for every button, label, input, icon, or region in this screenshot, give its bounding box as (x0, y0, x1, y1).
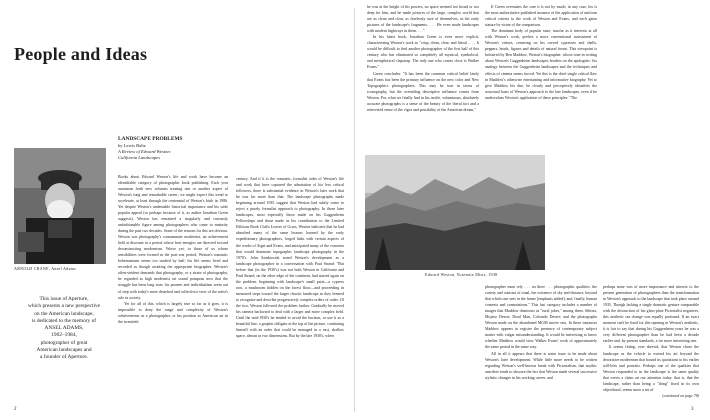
body-paragraph: All in all it appears that there is some issue to be made about Weston's later development. While little more needs to be written regarding Weston's well-known break with Pictorialism, that mythic anecdote tends to obscure the fact that Weston made several successive stylistic changes in his working career, and (485, 350, 598, 380)
dedication-line: 1902–1984, (51, 332, 77, 339)
body-paragraph: It seems fitting, ever shrewd, that Weston chose the landscape as the vehicle to extend his art beyond the decorative modernism that bound its quotations to his earlier still-lifes and portraits. Perhaps one of the qualities that Weston responded to in the landscape is the same quality that exerts a claim on our attention today: that is, that the landscape, rather than being a "thing" fixed in its own objecthood, seems more a set of (603, 344, 699, 392)
article-column-3-bottom (485, 4, 597, 154)
dedication-line: is dedicated to the memory of (31, 317, 97, 324)
dedication-line: on the American landscape, (34, 310, 94, 317)
page-number-left: 2 (14, 407, 17, 412)
yosemite-mists-photo (365, 155, 545, 270)
body-paragraph: The dominant body of popular taste, insofar as it interests at all with Weston's work, prefers a more conventional assessment of Weston's virtues, centering on his carved cypresses and shells, peppers, heads, figures and details of natural forms. This viewpoint is bolstered by Ben Maddow, Weston's biographer, whose tone in writing about Weston's Guggenheim landscapes borders on the apologetic: his analogy between the Guggenheim landscapes and the techniques and effects of cinema seems forced. Yet this is the chief single critical flaw in Maddow's otherwise entertaining and informative biography. Yet to give Maddow his due, he clearly and perceptively identifies the structural basis of Weston's approach to the late landscapes, even if he undervalues Weston's application of these principles: "The (485, 28, 597, 100)
dedication-line: This issue of Aperture, (39, 296, 89, 302)
right-page (355, 0, 710, 420)
dedication-line: American landscapes and (36, 347, 92, 354)
article-column-1 (118, 136, 228, 400)
body-paragraph: If Green overstates the case it is not by much; in any case, his is the most authoritative published instance of the application of uniform critical criteria to the work of Weston and Evans, and each gains stature by virtue of the comparison. (485, 4, 597, 28)
body-paragraph: Yet for all of this, which is largely true so far as it goes, it is impossible to deny the range and complexity of Weston's achievements as a photographer, or his position as American art in the twentieth (118, 300, 228, 324)
dedication-line: photographer of great (40, 339, 88, 346)
article-review-line: California Landscapes (118, 155, 160, 161)
section-title: People and Ideas (14, 44, 148, 64)
body-paragraph: century. And if it is the romantic, formalist sides of Weston's life and work that have captured the admiration of his less critical followers, there is substantial evidence in Weston's later work that he was far more than that. The landscape photographs made beginning around 1935 suggest that Weston had subtly come to reject a purely formalist approach to photography. In these later landscapes, most especially those made on his Guggenheim Fellowships and those made as his contribution to the Limited Editions Book Club's Leaves of Grass, Weston indicates that he had absorbed many of the same lessons learned by the early expeditionary photographers, forged links with certain aspects of the works of Atget and Evans, and anticipated many of the concerns that would dominate topographic landscape photography in the 1970's. John Szarkowski noted Weston's development as a landscape photographer in a conversation with Paul Strand: "But before that (in the 1930's) was not both Weston in California and Paul Strand, on the other edge of the continent, had started again on the problem, beginning with landscape's small parts—a cypress root, a mushroom hidden on the forest floor—and proceeding in measured steps toward the larger chaotic landscape as they learned to recognize and describe progressively complex orders of order. Of the two, Weston followed the problem further. Gradually he moved his camera backward to deal with a larger and more complex field. Until the mid-1930's he tended to avoid the horizon, or use it as a beautiful line, a graphic obligato at the top of the picture, continuing himself with an order that could be managed in a vast, shallow space, almost in two dimensions. But by the late 1930's, when (236, 176, 344, 339)
body-paragraph: perhaps none was of more importance and interest to the present generation of photographers than the transformation in Weston's approach to the landscape that took place around 1935. Though lacking a single dramatic gesture comparable with the destruction of his glass-plate Pictorialist negatives, this aesthetic sea change was equally profound. If an exact moment can't be fixed for this opening in Weston's aesthetic, it is fair to say that during his Guggenheim years he was a very different photographer than he had been a decade earlier and, by present standards, a far more interesting one. (603, 284, 699, 344)
article-review-line: A Review of Edward Weston: (118, 149, 172, 155)
photo-caption: ARNOLD CRANE, Ansel Adams (14, 266, 76, 271)
article-title: LANDSCAPE PROBLEMS (118, 136, 183, 142)
body-paragraph: Books about Edward Weston's life and work have become an identifiable category of photographic book publishing. Each year summons forth new volumes treating one or another aspect of Weston's long and remarkable career; we might expect this trend to accelerate, at least through the centennial of Weston's birth in 1986. Yet despite Weston's undeniable historical importance and his wide popular appeal (or perhaps because of it, as author Jonathan Green suggests), Weston has remained a singularly and curiously unfashionable figure among photographers who came to maturity during the past two decades. Some of the reasons for this are obvious. Weston was photography's consummate modernist, an achievement held at discount in a period whose best energies are directed toward deconstructing modernism. Worse yet, to those of us whose sensibilities were formed in the post-war period, Weston's romantic bohemianism seems too studied by half; his life seems lived and recorded as though awaiting the appropriate biographer. Weston's often-strident demands that photography, or a strain of photography, be regarded as high modernist art sound pompous now that the struggle has been long won; his pioneer and individualism seem out of step with today's more detached and collectivist view of the artist's role in society. (118, 173, 229, 300)
page-number-right: 3 (691, 407, 694, 412)
body-paragraph: he was at the height of his powers, no space seemed too broad or too deep for him, and he made pictures of the large, complex world that are as clean and clear, as fearlessly sure of themselves, as his early pictures of the landscape's fragments. . . . He even made landscapes with modern highways in them. . . ." (367, 4, 479, 34)
dedication-line: ANSEL ADAMS, (44, 325, 84, 332)
body-paragraph: photographer must rely . . . on three . . . photographic qualities: the variety and contrast of tonal, the existence of sky and distance, beyond that which one sees in the frame [emphasis added]; and, finally, human contexts and connotations." This last category includes a number of images that Maddow dismisses as "rural jokes," among them: Siberia, Mojave Desert; Dead Man, Colorado Desert; and the photographs Weston made on the abandoned MGM movie sets. In these instances Maddow appears to register the presence of contemporary subject matter with vulgar misunderstanding. It would be interesting to know whether Maddow would view Walker Evans' work of approximately the same period in the same way. (485, 284, 597, 350)
article-byline: by Lewis Baltz (118, 143, 146, 148)
dedication-line: which presents a new perspective (27, 303, 101, 310)
photo-caption: Edward Weston, Yosemite Mists, 1938 (425, 272, 498, 277)
article-column-2 (236, 176, 344, 404)
body-paragraph: In his latest book, Jonathan Green is even more explicit, characterizing Weston's work as "crisp, clean, clear, and literal . . . . It would be difficult to find another photographer of the first half of this century who has eliminated so completely all mystical, symbolical, and metaphorical clapstrap. The only one who comes close is Walker Evans." (367, 34, 479, 70)
article-column-3-top (367, 4, 479, 154)
body-paragraph: Green concludes: "It has been the common critical belief lately that Evans has been the primary influence on the new color and New Topographics photographers. This may be true in terms of iconography, but the overriding descriptive influence comes from Weston. For, what we finally find in his tactile, voluminous, absolutely accurate photographs is a sense of the beauty of the literal fact and a reinvested sense of the vigor and possibility of the American dream." (367, 70, 479, 112)
dedication-line: a founder of Aperture. (40, 354, 88, 361)
continued-note: (continued on page 78) (662, 392, 699, 398)
portrait-illustration (14, 148, 106, 264)
article-column-4 (485, 284, 597, 408)
article-column-5 (603, 284, 699, 406)
dedication (22, 296, 106, 362)
landscape-illustration (365, 155, 545, 270)
ansel-adams-portrait-photo (14, 148, 106, 264)
